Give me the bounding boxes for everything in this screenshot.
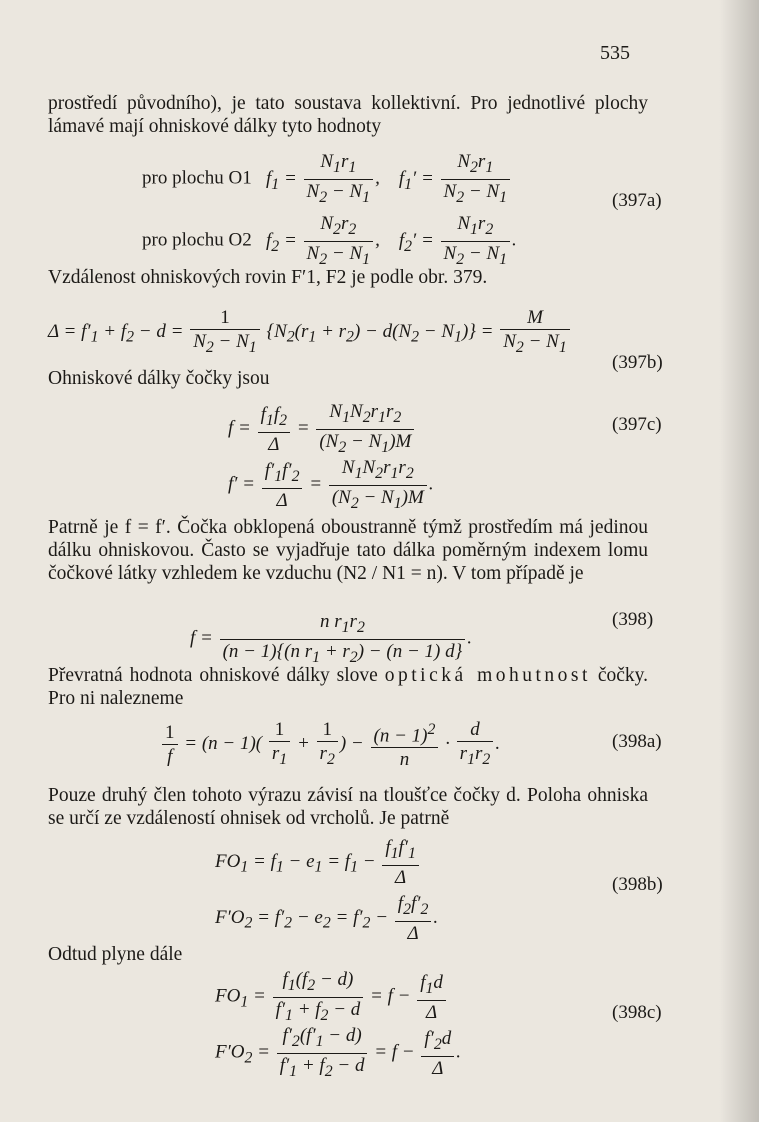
equation-label-398: (398)	[612, 609, 654, 630]
equation-label-398c: (398c)	[612, 1002, 662, 1023]
paragraph-focal-lengths: Ohniskové dálky čočky jsou	[48, 368, 270, 389]
paragraph-intro: prostředí původního), je tato soustava kollektivní. Pro jednotlivé plochy lámavé mají ohniskové dálky tyto hodnoty	[48, 93, 648, 137]
equation-398c-line1: $FO_1$ = $\frac{f_1(f_2 - d)}{f'_1 + f_2 - d}$ = f − $\frac{f_1d}{\Delta}$	[215, 968, 448, 1027]
equation-397a-line2: pro plochu O2 $f_2$ = $\frac{N_2r_2}{N_2 - N_1}$ , $f_2'$ = $\frac{N_1r_2}{N_2 - N_1}$ .	[142, 212, 517, 271]
paragraph-optical-power: Převratná hodnota ohniskové dálky slove optická mohutnost čočky. Pro ni nalezneme	[48, 665, 649, 709]
equation-label-397c: (397c)	[612, 414, 662, 435]
equation-397b: $\Delta = f'_1 + f_2 - d$ = $\frac{1}{N_2 - N_1}$ $\{N_2(r_1 + r_2) - d(N_2 - N_1)\}$ = $\frac{M}{N_2 - N_1}$	[48, 306, 572, 359]
paragraph-further: Odtud plyne dále	[48, 944, 183, 965]
equation-label-397a: (397a)	[612, 190, 662, 211]
equation-398c-line2: $F'O_2$ = $\frac{f'_2(f'_1 - d)}{f'_1 + f_2 - d}$ = f − $\frac{f'_2d}{\Delta}$ .	[215, 1024, 461, 1083]
equation-398a: $\frac{1}{f}$ = (n − 1)( $\frac{1}{r_1}$ + $\frac{1}{r_2}$ ) − $\frac{(n - 1)^2}{n}$ · $\frac{d}{r_1r_2}$ .	[160, 718, 500, 771]
equation-398: f = $\frac{n r_1r_2}{(n - 1)\{(n r_1 + r_2) - (n - 1) d\}}$ .	[190, 610, 472, 669]
equation-397a-line1: pro plochu O1 $f_1$ = $\frac{N_1r_1}{N_2 - N_1}$ , $f_1'$ = $\frac{N_2r_1}{N_2 - N_1}$	[142, 150, 512, 209]
equation-398b-line1: $FO_1 = f_1 - e_1 = f_1$ − $\frac{f_1f'_1}{\Delta}$	[215, 836, 421, 889]
equation-398b-line2: $F'O_2 = f'_2 - e_2 = f'_2$ − $\frac{f_2f'_2}{\Delta}$ .	[215, 893, 439, 944]
equation-397c-line1: f = $\frac{f_1f_2}{\Delta}$ = $\frac{N_1N_2r_1r_2}{(N_2 - N_1)M}$	[228, 400, 416, 459]
paragraph-equal-focal: Patrně je f = f′. Čočka obklopená oboustranně týmž prostředím má jedinou dálku ohniskovou. Často se vyjadřuje tato dálka poměrným indexem lomu čočkové látky vzhledem ke vzduchu (N2 / N1 = n). V tom případě je	[48, 517, 648, 584]
equation-label-397b: (397b)	[612, 352, 663, 373]
equation-label-398a: (398a)	[612, 731, 662, 752]
paragraph-focus-position: Pouze druhý člen tohoto výrazu závisí na tloušťce čočky d. Poloha ohniska se určí ze vzdáleností ohnisek od vrcholů. Je patrně	[48, 785, 648, 829]
page-edge-shadow	[719, 0, 759, 1122]
paragraph-focal-planes: Vzdálenost ohniskových rovin F′1, F2 je podle obr. 379.	[48, 267, 488, 288]
equation-397c-line2: f′ = $\frac{f'_1f'_2}{\Delta}$ = $\frac{N_1N_2r_1r_2}{(N_2 - N_1)M}$ .	[228, 456, 434, 515]
equation-label-398b: (398b)	[612, 874, 663, 895]
page-number: 535	[600, 42, 630, 64]
